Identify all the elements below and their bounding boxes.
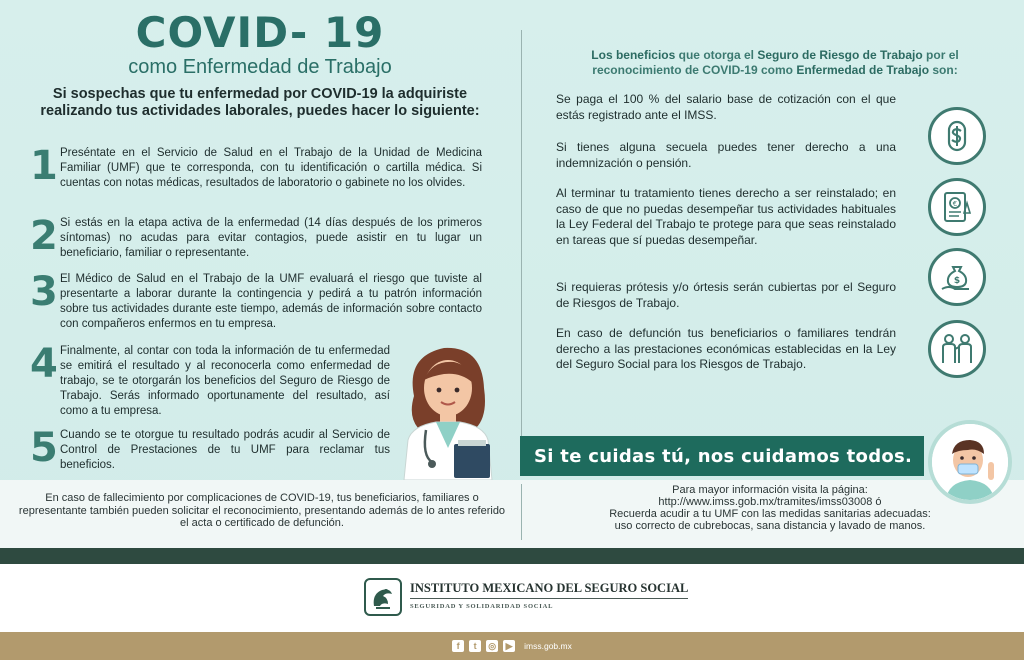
benefits-heading — [555, 48, 995, 78]
step-text: Si estás en la etapa activa de la enfermedad (14 días después de los primeros síntomas) no acudas para evitar contagios, puede asistir en tu lugar un beneficiario, familiar o representante. — [60, 217, 482, 259]
org-tagline: SEGURIDAD Y SOLIDARIDAD SOCIAL — [410, 598, 688, 614]
youtube-icon[interactable]: ▶ — [503, 640, 515, 652]
social-band — [0, 632, 1024, 660]
top-band — [0, 548, 1024, 564]
heading-part: que otorga el — [675, 48, 758, 62]
step-5 — [30, 425, 390, 474]
benefit-item: En caso de defunción tus beneficiarios o familiares tendrán derecho a las prestaciones económicas establecidas en la Ley del Seguro Social para los Riesgos de Trabajo. — [556, 326, 896, 371]
instagram-icon[interactable]: ◎ — [486, 640, 498, 652]
step-4 — [30, 341, 390, 417]
doctor-illustration — [392, 336, 504, 480]
website-link[interactable]: imss.gob.mx — [524, 641, 572, 651]
twitter-icon[interactable]: t — [469, 640, 481, 652]
document-icon — [928, 178, 986, 236]
benefit-item: Si requieras prótesis y/o órtesis serán cubiertas por el Seguro de Riesgos de Trabajo. — [556, 280, 896, 310]
slogan-banner — [520, 436, 924, 476]
info-line: Recuerda acudir a tu UMF con las medidas sanitarias adecuadas: — [609, 508, 931, 520]
people-icon — [928, 320, 986, 378]
heading-part: son: — [929, 63, 958, 77]
step-text: Preséntate en el Servicio de Salud en el Trabajo de la Unidad de Medicina Familiar (UMF) que te corresponda, con tu identificación o cartilla médica. Si cuentas con notas médicas, resultados de laboratorio o gabinete no los olvides. — [60, 147, 482, 189]
step-number: 2 — [30, 213, 58, 259]
eagle-logo-icon — [364, 578, 402, 616]
step-number: 4 — [30, 341, 58, 387]
step-text: Cuando se te otorgue tu resultado podrás acudir al Servicio de Control de Prestaciones de tu UMF para reclamar tus beneficios. — [60, 429, 390, 471]
svg-text:€: € — [952, 200, 958, 208]
info-line: uso correcto de cubrebocas, sana distancia y lavado de manos. — [614, 520, 926, 532]
info-line: Para mayor información visita la página: — [672, 484, 868, 496]
step-2 — [30, 213, 482, 262]
social-links — [452, 640, 572, 652]
org-name-text: INSTITUTO MEXICANO DEL SEGURO SOCIAL — [410, 580, 689, 595]
money-bag-icon — [928, 248, 986, 306]
imss-logo — [364, 578, 688, 616]
heading-part: por el reconocimiento de COVID-19 como — [592, 48, 959, 77]
org-name — [410, 581, 688, 614]
step-text: Finalmente, al contar con toda la información de tu enfermedad se emitirá el resultado y al reconocerla como enfermedad de trabajo, se te otorgarán los beneficios del Seguro de Riesgo de Trabajo. Serás informado oportunamente del resultado, así como a tu empresa. — [60, 345, 390, 417]
step-number: 3 — [30, 269, 58, 315]
step-text: El Médico de Salud en el Trabajo de la UMF evaluará el riesgo que tuviste al presentarte a laborar durante la contingencia y pedirá a tu patrón información sobre tus actividades durante este tiempo, además de información sobre contacto con compañeros enfermos en tu empresa. — [60, 273, 482, 330]
step-3 — [30, 269, 482, 332]
heading-part: Seguro de Riesgo de Trabajo — [757, 48, 923, 62]
heading-part: Los beneficios — [591, 48, 676, 62]
benefit-item: Si tienes alguna secuela puedes tener derecho a una indemnización o pensión. — [556, 140, 896, 170]
page-subtitle: como Enfermedad de Trabajo — [128, 56, 392, 78]
slogan-text: Si te cuidas tú, nos cuidamos todos. — [534, 445, 913, 467]
facebook-icon[interactable]: f — [452, 640, 464, 652]
benefit-item: Al terminar tu tratamiento tienes derecho a ser reinstalado; en caso de que no puedas desempeñar tus actividades habituales la Ley Federal del Trabajo te protege para que seas reinstalado en tareas que sí puedas desempeñar. — [556, 186, 896, 247]
footer-divider — [521, 484, 522, 540]
svg-text:$: $ — [953, 276, 961, 286]
benefit-item: Se paga el 100 % del salario base de cotización con el que estás registrado ante el IMSS. — [556, 92, 896, 122]
step-number: 1 — [30, 143, 58, 189]
step-1 — [30, 143, 482, 204]
column-divider — [521, 30, 522, 448]
step-number: 5 — [30, 425, 58, 471]
info-link[interactable]: http://www.imss.gob.mx/tramites/imss03008 ó — [658, 496, 882, 508]
heading-part: Enfermedad de Trabajo — [796, 63, 930, 77]
intro-text: Si sospechas que tu enfermedad por COVID-19 la adquiriste realizando tus actividades laborales, puedes hacer lo siguiente: — [40, 86, 480, 119]
page-title: COVID- 19 — [135, 8, 385, 57]
footer-left-note: En caso de fallecimiento por complicaciones de COVID-19, tus beneficiarios, familiares o representante también pueden solicitar el reconocimiento, presentando además de lo antes referido el acta o certificado de defunción. — [18, 492, 506, 529]
dollar-icon — [928, 107, 986, 165]
footer-right-info — [560, 484, 980, 532]
